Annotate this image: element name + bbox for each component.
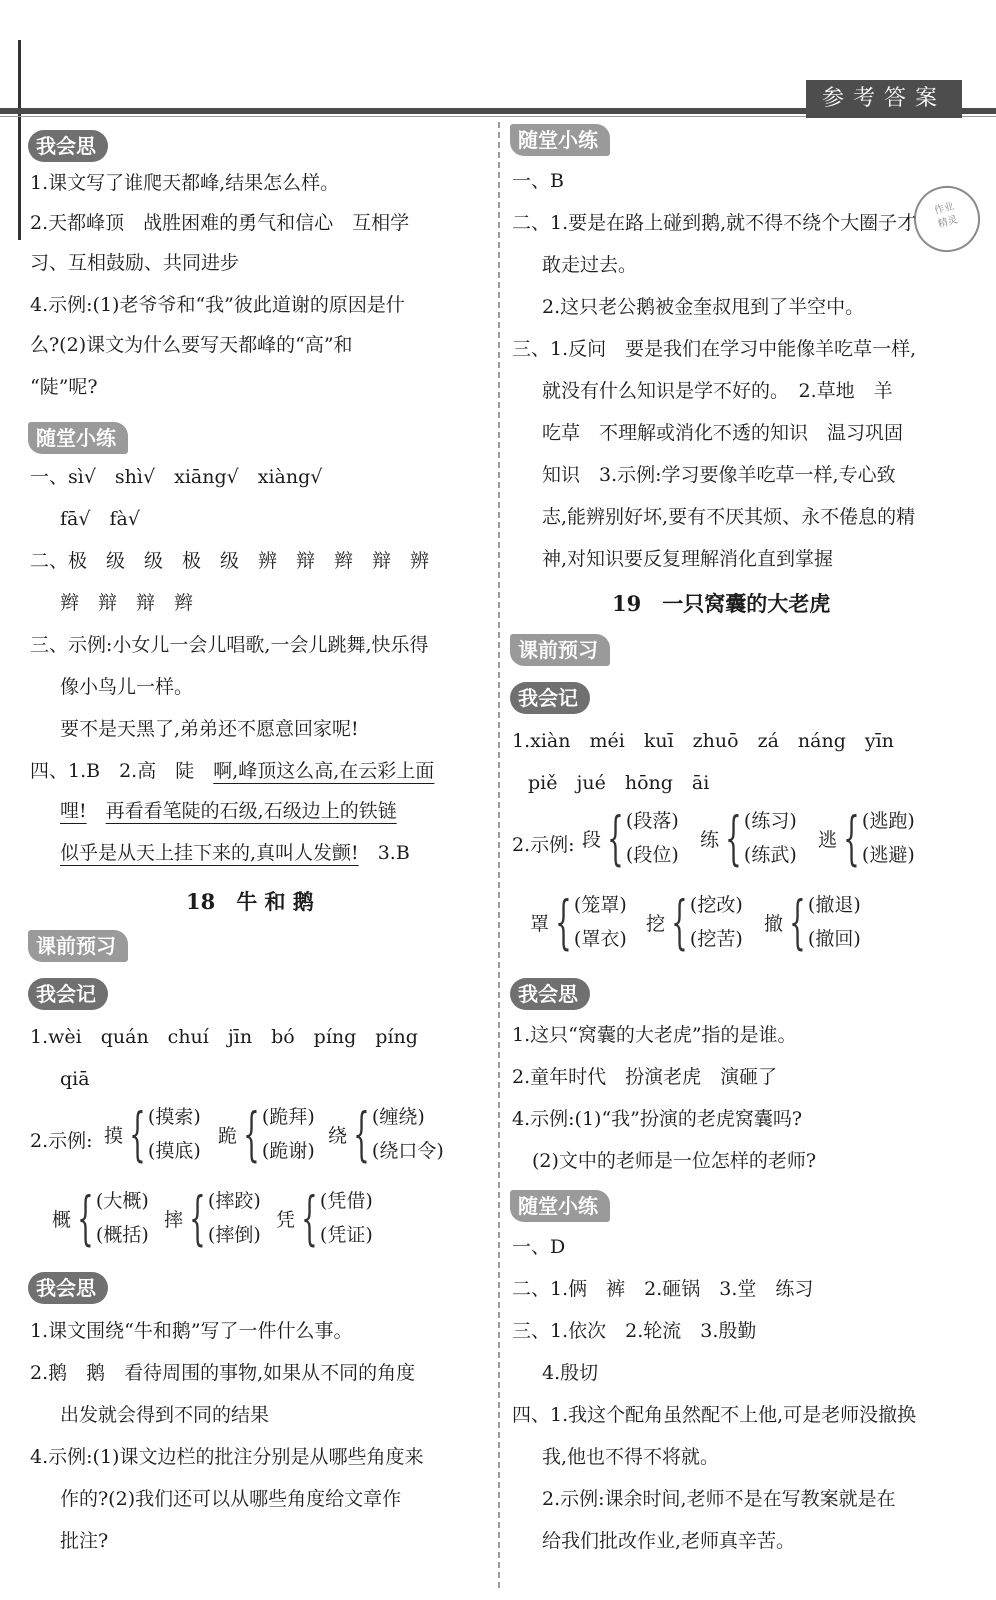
text-line: 1.wèi quán chuí jīn bó píng píng [30, 1026, 418, 1048]
text-line: 2.天都峰顶 战胜困难的勇气和信心 互相学 [30, 212, 410, 234]
brace-item: (摔倒) [207, 1224, 261, 1246]
brace-item: (段落) [625, 810, 679, 832]
brace-item: (逃避) [861, 844, 915, 866]
brace-head: 摸 [104, 1124, 124, 1147]
column-divider [498, 122, 500, 1588]
brace-item: (练习) [743, 810, 797, 832]
brace-head: 凭 [276, 1208, 296, 1231]
section-badge: 随堂小练 [28, 422, 128, 454]
brace-item: (凭证) [319, 1224, 373, 1246]
brace-group [764, 888, 861, 956]
text-line: 2.示例: [30, 1130, 93, 1152]
text-line: 知识 3.示例:学习要像羊吃草一样,专心致 [542, 464, 896, 486]
brace-head: 概 [52, 1208, 72, 1231]
brace-item: (概括) [95, 1224, 149, 1246]
brace-icon: { [301, 1184, 318, 1252]
brace-head: 罩 [530, 912, 550, 935]
brace-icon: { [789, 888, 806, 956]
section-badge: 我会记 [510, 682, 590, 714]
section-badge: 课前预习 [28, 930, 128, 962]
brace-item: (撤回) [807, 928, 861, 950]
section-badge: 随堂小练 [510, 1190, 610, 1222]
brace-icon: { [843, 804, 860, 872]
brace-head: 绕 [328, 1124, 348, 1147]
brace-item: (跪谢) [261, 1140, 315, 1162]
text-line: 4.示例:(1)课文边栏的批注分别是从哪些角度来 [30, 1446, 424, 1468]
text-line: 4.殷切 [542, 1362, 599, 1384]
brace-icon: { [353, 1100, 370, 1168]
underlined-text: 哩! [60, 800, 87, 822]
text-line: 2.示例: [512, 834, 575, 856]
text-line: piě jué hōng āi [528, 772, 710, 794]
text-line: 二、1.要是在路上碰到鹅,就不得不绕个大圈子才 [512, 212, 917, 234]
text-line: 么?(2)课文为什么要写天都峰的“高”和 [30, 334, 353, 356]
brace-icon: { [607, 804, 624, 872]
text-span: 四、1.B 2.高 陡 [30, 760, 214, 782]
brace-head: 跪 [218, 1124, 238, 1147]
text-line: 1.这只“窝囊的大老虎”指的是谁。 [512, 1024, 797, 1046]
brace-group [818, 804, 915, 872]
brace-group [218, 1100, 315, 1168]
text-line: (2)文中的老师是一位怎样的老师? [532, 1150, 817, 1172]
text-line: 4.示例:(1)老爷爷和“我”彼此道谢的原因是什 [30, 294, 405, 316]
text-line: 1.课文写了谁爬天都峰,结果怎么样。 [30, 172, 340, 194]
brace-icon: { [725, 804, 742, 872]
text-line: 习、互相鼓励、共同进步 [30, 252, 240, 274]
text-line: 一、D [512, 1236, 566, 1258]
brace-item: (练武) [743, 844, 797, 866]
text-line: 三、1.依次 2.轮流 3.殷勤 [512, 1320, 757, 1342]
brace-item: (缠绕) [371, 1106, 425, 1128]
brace-group [328, 1100, 444, 1168]
text-line: 给我们批改作业,老师真辛苦。 [542, 1530, 796, 1552]
brace-item: (撤退) [807, 894, 861, 916]
brace-item: (摸底) [147, 1140, 201, 1162]
text-span: 3.B [377, 842, 410, 864]
brace-head: 挖 [646, 912, 666, 935]
brace-item: (段位) [625, 844, 679, 866]
brace-icon: { [671, 888, 688, 956]
text-line: 三、1.反问 要是我们在学习中能像羊吃草一样, [512, 338, 917, 360]
section-badge: 我会记 [28, 978, 108, 1010]
text-line: 神,对知识要反复理解消化直到掌握 [542, 548, 834, 570]
text-line: 三、示例:小女儿一会儿唱歌,一会儿跳舞,快乐得 [30, 634, 429, 656]
text-line: 像小鸟儿一样。 [60, 676, 194, 698]
header-tag: 参考答案 [806, 80, 962, 118]
text-line [60, 796, 397, 826]
text-line: qiā [60, 1068, 90, 1090]
brace-item: (罩衣) [573, 928, 627, 950]
text-line: 二、极 级 级 极 级 辨 辩 辫 辩 辨 [30, 550, 430, 572]
brace-item: (摔跤) [207, 1190, 261, 1212]
brace-item: (凭借) [319, 1190, 373, 1212]
text-line: 一、sì√ shì√ xiāng√ xiàng√ [30, 466, 323, 488]
text-line: 二、1.俩 裤 2.砸锅 3.堂 练习 [512, 1278, 814, 1300]
text-line: fā√ fà√ [60, 508, 140, 530]
brace-item: (大概) [95, 1190, 149, 1212]
text-line: 要不是天黑了,弟弟还不愿意回家呢! [60, 718, 359, 740]
text-line: 辫 辩 辩 辫 [60, 592, 194, 614]
text-line: 2.童年时代 扮演老虎 演砸了 [512, 1066, 778, 1088]
brace-head: 逃 [818, 828, 838, 851]
brace-group [700, 804, 797, 872]
text-line [30, 756, 434, 786]
text-line: 批注? [60, 1530, 109, 1552]
text-line: 吃草 不理解或消化不透的知识 温习巩固 [542, 422, 904, 444]
underlined-text: 似乎是从天上挂下来的,真叫人发颤! [60, 842, 359, 864]
brace-group [646, 888, 743, 956]
stamp-icon: 作业 精灵 [907, 179, 988, 260]
text-line: 2.这只老公鹅被金奎叔甩到了半空中。 [542, 296, 865, 318]
section-badge: 我会思 [28, 1272, 108, 1304]
brace-group [582, 804, 679, 872]
brace-item: (挖改) [689, 894, 743, 916]
text-line: 志,能辨别好坏,要有不厌其烦、永不倦息的精 [542, 506, 916, 528]
lesson-title: 19 一只窝囊的大老虎 [612, 591, 831, 616]
text-line: 出发就会得到不同的结果 [60, 1404, 270, 1426]
brace-group [104, 1100, 201, 1168]
text-line [60, 838, 410, 868]
brace-item: (跪拜) [261, 1106, 315, 1128]
left-margin-rule [18, 40, 21, 240]
brace-group [276, 1184, 373, 1252]
section-badge: 课前预习 [510, 634, 610, 666]
text-line: 1.课文围绕“牛和鹅”写了一件什么事。 [30, 1320, 353, 1342]
text-line: 作的?(2)我们还可以从哪些角度给文章作 [60, 1488, 402, 1510]
text-line: 一、B [512, 170, 564, 192]
text-line: “陡”呢? [30, 376, 98, 398]
brace-group [52, 1184, 149, 1252]
brace-icon: { [243, 1100, 260, 1168]
brace-head: 段 [582, 828, 602, 851]
text-line: 2.示例:课余时间,老师不是在写教案就是在 [542, 1488, 896, 1510]
brace-icon: { [189, 1184, 206, 1252]
brace-item: (绕口令) [371, 1140, 444, 1162]
lesson-title: 18 牛 和 鹅 [186, 889, 314, 914]
brace-item: (逃跑) [861, 810, 915, 832]
text-line: 4.示例:(1)“我”扮演的老虎窝囊吗? [512, 1108, 803, 1130]
text-line: 我,他也不得不将就。 [542, 1446, 720, 1468]
text-line: 四、1.我这个配角虽然配不上他,可是老师没撤换 [512, 1404, 917, 1426]
brace-head: 撤 [764, 912, 784, 935]
section-badge: 随堂小练 [510, 124, 610, 156]
brace-head: 练 [700, 828, 720, 851]
brace-group [530, 888, 627, 956]
underlined-text: 啊,峰顶这么高,在云彩上面 [213, 760, 435, 782]
section-badge: 我会思 [510, 978, 590, 1010]
brace-head: 摔 [164, 1208, 184, 1231]
section-badge: 我会思 [28, 130, 108, 162]
text-line: 2.鹅 鹅 看待周围的事物,如果从不同的角度 [30, 1362, 416, 1384]
brace-item: (挖苦) [689, 928, 743, 950]
brace-icon: { [77, 1184, 94, 1252]
text-line: 敢走过去。 [542, 254, 638, 276]
text-line: 1.xiàn méi kuī zhuō zá náng yīn [512, 730, 894, 752]
brace-icon: { [555, 888, 572, 956]
brace-item: (摸索) [147, 1106, 201, 1128]
underlined-text: 再看看笔陡的石级,石级边上的铁链 [105, 800, 397, 822]
brace-item: (笼罩) [573, 894, 627, 916]
brace-group [164, 1184, 261, 1252]
text-line: 就没有什么知识是学不好的。 2.草地 羊 [542, 380, 893, 402]
brace-icon: { [129, 1100, 146, 1168]
